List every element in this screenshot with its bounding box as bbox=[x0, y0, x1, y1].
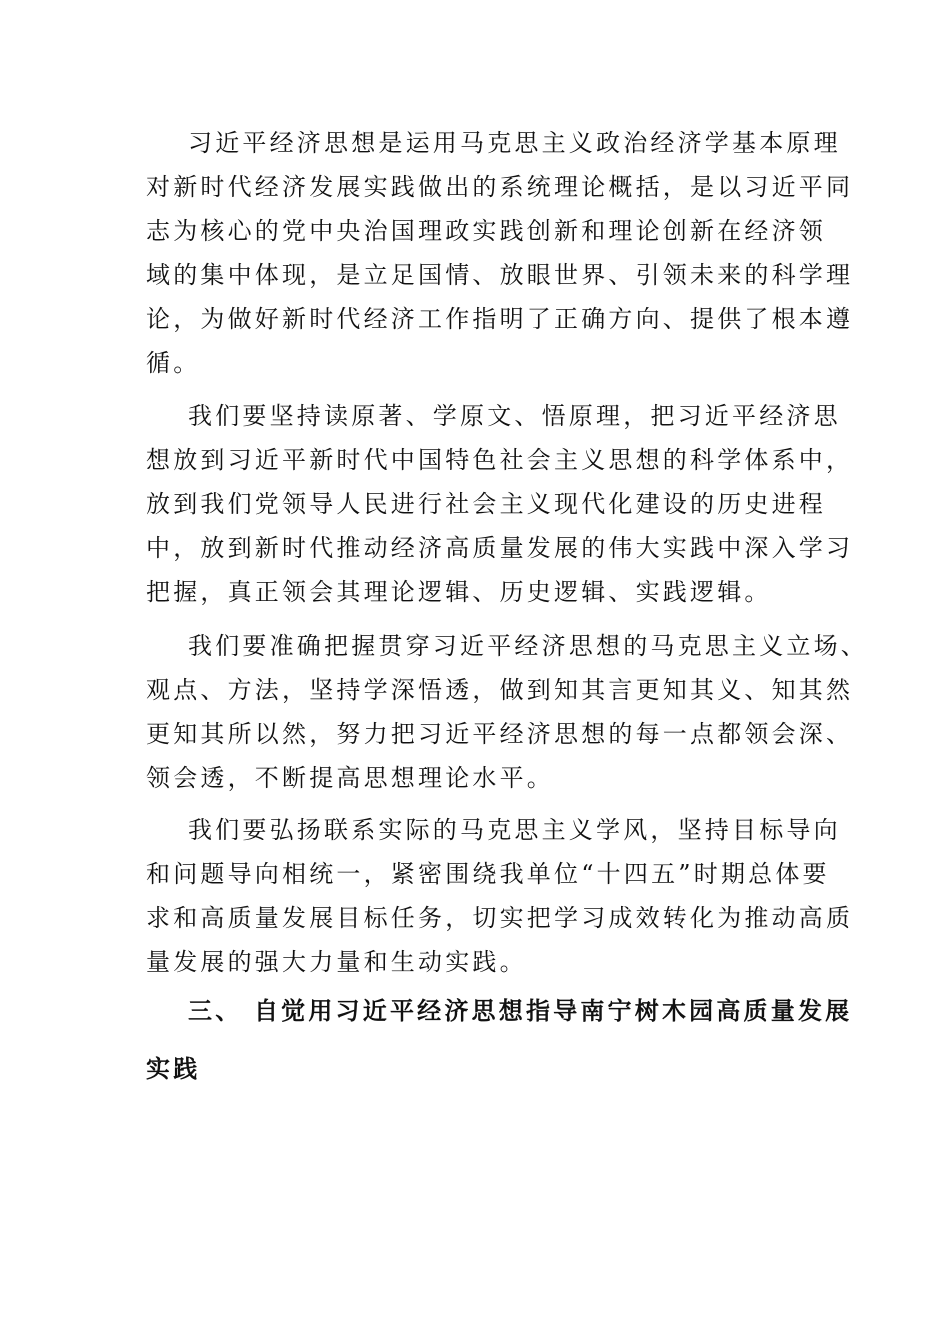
paragraph-line: 我们要弘扬联系实际的马克思主义学风，坚持目标导向 bbox=[188, 816, 841, 844]
paragraph-line: 量发展的强大力量和生动实践。 bbox=[146, 948, 527, 976]
paragraph-1 bbox=[146, 121, 853, 385]
paragraph-line: 把握，真正领会其理论逻辑、历史逻辑、实践逻辑。 bbox=[146, 578, 772, 606]
paragraph-line: 领会透，不断提高思想理论水平。 bbox=[146, 764, 554, 792]
paragraph-line: 循。 bbox=[146, 349, 201, 377]
section-heading bbox=[146, 982, 852, 1098]
paragraph-line: 我们要坚持读原著、学原文、悟原理，把习近平经济思 bbox=[188, 402, 841, 430]
paragraph-line: 论，为做好新时代经济工作指明了正确方向、提供了根本遵 bbox=[146, 305, 854, 333]
heading-line: 实践 bbox=[146, 1055, 201, 1083]
paragraph-4 bbox=[146, 808, 853, 984]
paragraph-line: 我们要准确把握贯穿习近平经济思想的马克思主义立场、 bbox=[188, 632, 868, 660]
paragraph-line: 和问题导向相统一，紧密围绕我单位“十四五”时期总体要 bbox=[146, 860, 830, 888]
paragraph-line: 对新时代经济发展实践做出的系统理论概括，是以习近平同 bbox=[146, 173, 854, 201]
paragraph-line: 习近平经济思想是运用马克思主义政治经济学基本原理 bbox=[188, 129, 841, 157]
heading-line: 三、 自觉用习近平经济思想指导南宁树木园高质量发展 bbox=[188, 997, 853, 1025]
paragraph-line: 求和高质量发展目标任务，切实把学习成效转化为推动高质 bbox=[146, 904, 854, 932]
paragraph-line: 放到我们党领导人民进行社会主义现代化建设的历史进程 bbox=[146, 490, 826, 518]
paragraph-line: 中，放到新时代推动经济高质量发展的伟大实践中深入学习 bbox=[146, 534, 854, 562]
paragraph-2 bbox=[146, 394, 853, 614]
paragraph-line: 想放到习近平新时代中国特色社会主义思想的科学体系中， bbox=[146, 446, 854, 474]
paragraph-line: 观点、方法，坚持学深悟透，做到知其言更知其义、知其然 bbox=[146, 676, 854, 704]
paragraph-line: 志为核心的党中央治国理政实践创新和理论创新在经济领 bbox=[146, 217, 826, 245]
paragraph-line: 更知其所以然，努力把习近平经济思想的每一点都领会深、 bbox=[146, 720, 854, 748]
paragraph-line: 域的集中体现，是立足国情、放眼世界、引领未来的科学理 bbox=[146, 261, 854, 289]
paragraph-3 bbox=[146, 624, 868, 800]
